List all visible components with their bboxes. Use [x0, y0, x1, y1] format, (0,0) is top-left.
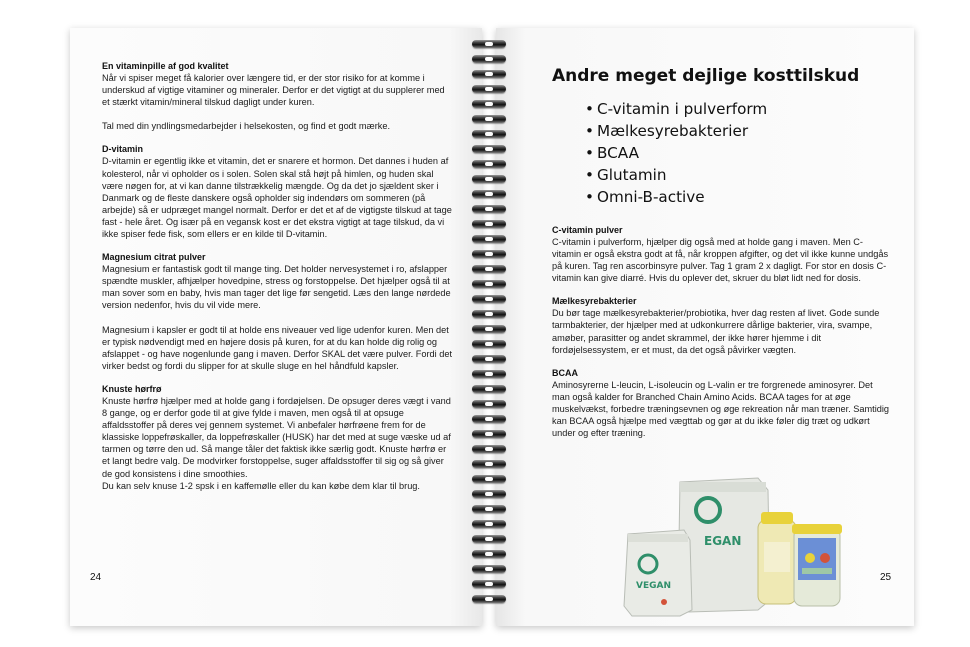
spiral-ring: [472, 115, 506, 123]
spiral-ring: [472, 145, 506, 153]
section-title: Magnesium citrat pulver: [102, 252, 206, 263]
spiral-ring: [472, 385, 506, 393]
spiral-ring: [472, 70, 506, 78]
spiral-binding: [472, 40, 506, 620]
section-body: Når vi spiser meget få kalorier over længere tid, er der stor risiko for at komme i underskud af vigtige vitaminer og mineraler. Derfor er det vigtigt at du supplerer med et stærkt vitamin/mineral tilskud dagligt under kuren. Tal med din yndlingsmedarbejder i helsekosten, og find et godt mærke.: [102, 73, 445, 132]
supplement-list: [585, 98, 892, 208]
spiral-ring: [472, 190, 506, 198]
spiral-ring: [472, 490, 506, 498]
section-title: D-vitamin: [102, 144, 144, 155]
page-number-right: 25: [880, 572, 892, 583]
list-item-label: BCAA: [597, 144, 639, 162]
section-d-vitamin: [102, 143, 454, 240]
spiral-ring: [472, 160, 506, 168]
list-item: [585, 120, 892, 142]
jar-yellow-lid: [761, 512, 793, 524]
section-magnesium: [102, 251, 454, 372]
spiral-ring: [472, 85, 506, 93]
spiral-ring: [472, 370, 506, 378]
jar-yellow-label: [764, 542, 790, 572]
spiral-ring: [472, 580, 506, 588]
right-page-content: [552, 58, 892, 450]
spiral-ring: [472, 595, 506, 603]
spiral-ring: [472, 535, 506, 543]
spiral-ring: [472, 100, 506, 108]
spiral-ring: [472, 130, 506, 138]
section-title: Mælkesyrebakterier: [552, 296, 637, 307]
jar-blue-dot-icon: [805, 553, 815, 563]
list-item-label: C-vitamin i pulverform: [597, 100, 768, 118]
spiral-ring: [472, 475, 506, 483]
page-heading: Andre meget dejlige kosttilskud: [552, 66, 860, 86]
section-title: En vitaminpille af god kvalitet: [102, 61, 229, 71]
red-dot-icon: [661, 599, 667, 605]
spiral-ring: [472, 295, 506, 303]
jar-blue-lid: [792, 524, 842, 534]
spiral-ring: [472, 250, 506, 258]
left-page: [70, 28, 482, 626]
spiral-ring: [472, 505, 506, 513]
section-bcaa: [552, 367, 892, 439]
list-item-label: Glutamin: [597, 166, 667, 184]
list-item-label: Omni-B-active: [597, 188, 705, 206]
list-item: [585, 164, 892, 186]
section-flaxseed: [102, 383, 454, 492]
bag-large-label: EGAN: [704, 534, 742, 548]
bullet-icon: •: [585, 100, 594, 118]
spiral-ring: [472, 520, 506, 528]
spiral-ring: [472, 565, 506, 573]
list-item: [585, 186, 892, 208]
section-body: Magnesium er fantastisk godt til mange ting. Det holder nervesystemet i ro, afslapper spændte muskler, afhjælper hovedpine, stress og forstoppelse. Det hjælper også til at man sover som en baby, hvis man tager det lige før sengetid. Læs den lange nørdede version nedenfor, hvis du vil vide mere. Magnesium i kapsler er godt til at holde ens niveauer ved lige udenfor kuren. Men det er typisk nødvendigt med en højere dosis på kuren, for at du kan holde dig rolig og afslappet - og have nogenlunde gang i maven. Derfor SKAL det være pulver. Fordi det virker bedst og fordi du slipper for at skulle sluge en hel håndfuld kapsler.: [102, 264, 453, 371]
supplements-illustration: [618, 472, 848, 617]
spiral-ring: [472, 175, 506, 183]
spiral-ring: [472, 235, 506, 243]
spiral-ring: [472, 265, 506, 273]
spiral-ring: [472, 445, 506, 453]
section-title: C-vitamin pulver: [552, 225, 623, 235]
spiral-ring: [472, 430, 506, 438]
list-item-label: Mælkesyrebakterier: [597, 122, 749, 140]
spiral-ring: [472, 325, 506, 333]
section-multivitamin: [102, 60, 454, 132]
spiral-ring: [472, 460, 506, 468]
section-body: C-vitamin i pulverform, hjælper dig også med at holde gang i maven. Men C-vitamin er også ekstra godt at få, når kroppen afgifter, og det vil ikke kunne undgås på kuren. Tag ren ascorbinsyre pulver. Tag 1 gram 2 x dagligt. For stor en dosis C-vitamin kan give diarré. Hvis du oplever det, skruer du bløt lidt ned for dosis.: [552, 237, 889, 284]
spiral-ring: [472, 280, 506, 288]
spiral-ring: [472, 550, 506, 558]
page-number-left: 24: [90, 572, 102, 583]
jar-blue-dot-icon: [820, 553, 830, 563]
section-body: Knuste hørfrø hjælper med at holde gang i fordøjelsen. De opsuger deres vægt i vand 8 gange, og er derfor gode til at give fylde i maven, men også til at opsuge affaldsstoffer på deres vej gennem systemet. Vi anbefaler hørfrøene frem for de klassiske loppefrøskaller, da loppefrøskaller (HUSK) har det med at suge væske ud af tarmen og tørre den ud. Så mange tåler det faktisk ikke særlig godt. Knuste hørfrø er et langt bedre valg. De modvirker forstoppelse, suger affaldsstoffer til sig og så giver de god konsistens i dine smoothies. Du kan selv knuse 1-2 spsk i en kaffemølle eller du kan købe dem klar til brug.: [102, 395, 451, 491]
section-title: BCAA: [552, 367, 578, 378]
spiral-ring: [472, 340, 506, 348]
spiral-ring: [472, 355, 506, 363]
spiral-ring: [472, 205, 506, 213]
bullet-icon: •: [585, 166, 594, 184]
section-title: Knuste hørfrø: [102, 383, 162, 394]
spiral-ring: [472, 415, 506, 423]
bag-small-label: VEGAN: [636, 581, 671, 591]
section-body: Du bør tage mælkesyrebakterier/probiotika, hver dag resten af livet. Gode sunde tarmbakterier, der hjælper med at udkonkurrere dårlige bakterier, vira, svampe, amøber, parasitter og andet skrammel, der ikke hører hjemme i dit fordøjelsessystem, er et must, da det også påvirker vægten.: [552, 308, 880, 355]
spiral-ring: [472, 55, 506, 63]
bag-large-seal: [680, 482, 766, 492]
list-item: [585, 98, 892, 120]
spiral-ring: [472, 310, 506, 318]
jar-blue-stripe: [802, 568, 832, 574]
section-c-vitamin: [552, 224, 892, 284]
list-item: [585, 142, 892, 164]
left-page-content: [102, 60, 454, 503]
section-probiotics: [552, 295, 892, 355]
spiral-ring: [472, 220, 506, 228]
bullet-icon: •: [585, 188, 594, 206]
section-body: Aminosyrerne L-leucin, L-isoleucin og L-valin er tre forgrenede aminosyrer. Det man også kalder for Branched Chain Amino Acids. BCAA tages for at øge muskelvækst, forbedre træningsevnen og øge rekreation når man træner. Samtidig kan BCAA også hjælpe med vægttab og gør at du ikke føler dig træt og udkørt under og efter træning.: [552, 379, 890, 439]
spiral-ring: [472, 40, 506, 48]
section-body: D-vitamin er egentlig ikke et vitamin, det er snarere et hormon. Det dannes i huden af kolesterol, når vi opholder os i solen. Solen skal stå højt på himlen, og huden skal være nøgen for, at vi kan danne tilstrækkelig mængde. Og da det jo sjældent sker i Danmark og de fleste danskere også opholder sig indendørs om sommeren (på arbejde) så er udpræget mangel normalt. Derfor er det et af de vigtigste tilskud at tage fast - hele året. Og især på en vegansk kost er det ekstra vigtigt at tage tilskud, da vi ikke spiser fede fisk, som ellers er en kilde til D-vitamin.: [102, 156, 452, 240]
bag-small-seal: [628, 534, 688, 542]
bullet-icon: •: [585, 122, 594, 140]
spiral-ring: [472, 400, 506, 408]
bag-small: [624, 530, 692, 616]
bullet-icon: •: [585, 144, 594, 162]
